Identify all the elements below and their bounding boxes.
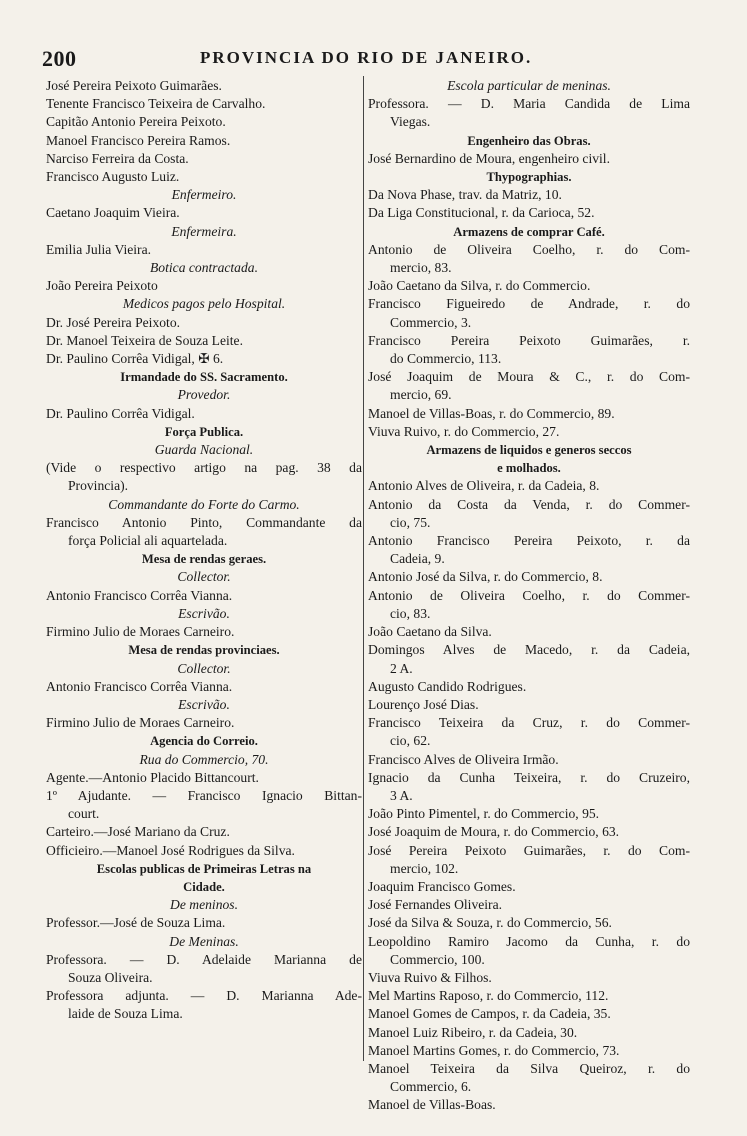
entry-continuation: laide de Souza Lima.	[68, 1006, 183, 1022]
role-heading: Provedor.	[177, 387, 231, 403]
section-heading: Mesa de rendas geraes.	[141, 552, 267, 567]
entry: Manoel de Villas-Boas, r. do Commercio, 89.	[368, 405, 615, 421]
entry: Francisco Alves de Oliveira Irmão.	[368, 751, 559, 767]
entry: 1º Ajudante. — Francisco Ignacio Bittan-	[46, 787, 362, 803]
entry: Professora. — D. Maria Candida de Lima	[368, 96, 690, 112]
role-heading: Escola particular de meninas.	[447, 78, 611, 93]
entry-continuation: do Commercio, 113.	[390, 351, 502, 367]
entry: Dr. Paulino Corrêa Vidigal, ✠ 6.	[46, 351, 224, 367]
section-heading: Mesa de rendas provinciaes.	[128, 643, 280, 658]
entry: Antonio de Oliveira Coelho, r. do Com-	[368, 241, 690, 257]
entry-continuation: mercio, 69.	[390, 387, 452, 403]
section-heading: Força Publica.	[164, 424, 244, 439]
role-heading: Enfermeira.	[171, 223, 237, 239]
entry-continuation: 3 A.	[390, 787, 413, 803]
section-heading: Armazens de comprar Café.	[453, 224, 605, 239]
entry: Officieiro.—Manoel José Rodrigues da Silva.	[46, 842, 295, 858]
entry: Leopoldino Ramiro Jacomo da Cunha, r. do	[368, 933, 690, 949]
entry: José Bernardino de Moura, engenheiro civil.	[368, 150, 610, 166]
entry: Antonio de Oliveira Coelho, r. do Commer-	[368, 587, 690, 603]
entry: Francisco Pereira Peixoto Guimarães, r.	[368, 332, 690, 348]
entry: João Caetano da Silva, r. do Commercio.	[368, 278, 591, 294]
entry: Francisco Teixeira da Cruz, r. do Commer-	[368, 715, 690, 731]
page-number: 200	[42, 46, 77, 71]
entry: Caetano Joaquim Vieira.	[46, 205, 180, 221]
entry-continuation: court.	[68, 806, 100, 822]
entry: Francisco Antonio Pinto, Commandante da	[46, 514, 362, 530]
entry: Francisco Figueiredo de Andrade, r. do	[368, 296, 690, 312]
entry: Lourenço José Dias.	[368, 696, 479, 712]
entry: Manoel Teixeira da Silva Queiroz, r. do	[368, 1060, 690, 1076]
role-heading: Escrivão.	[178, 696, 230, 712]
section-heading: Agencia do Correio.	[150, 734, 258, 749]
entry-continuation: mercio, 83.	[390, 260, 452, 276]
entry: Professora. — D. Adelaide Marianna de	[46, 951, 362, 967]
entry: Antonio Francisco Pereira Peixoto, r. da	[368, 533, 690, 549]
section-heading: Thypographias.	[486, 170, 572, 185]
entry: Manoel Luiz Ribeiro, r. da Cadeia, 30.	[368, 1024, 578, 1040]
entry: Da Nova Phase, trav. da Matriz, 10.	[368, 187, 562, 203]
entry-continuation: Viegas.	[390, 114, 431, 130]
entry-continuation: Commercio, 6.	[390, 1079, 472, 1095]
entry: João Caetano da Silva.	[368, 624, 492, 640]
role-heading: Escrivão.	[178, 605, 230, 621]
right-column	[368, 77, 690, 1115]
entry: Viuva Ruivo & Filhos.	[368, 969, 492, 985]
section-heading: Engenheiro das Obras.	[467, 133, 591, 148]
section-heading: Irmandade do SS. Sacramento.	[120, 370, 288, 385]
section-heading: Cidade.	[183, 879, 225, 894]
entry: José Pereira Peixoto Guimarães, r. do Com-	[368, 842, 690, 858]
role-heading: Commandante do Forte do Carmo.	[108, 496, 300, 512]
entry: Agente.—Antonio Placido Bittancourt.	[46, 769, 259, 785]
entry: Tenente Francisco Teixeira de Carvalho.	[46, 96, 266, 112]
role-heading: Enfermeiro.	[171, 187, 237, 203]
entry-continuation: Souza Oliveira.	[68, 969, 153, 985]
entry-continuation: Provincia).	[68, 478, 129, 494]
entry: Manoel de Villas-Boas.	[368, 1097, 496, 1113]
entry: Antonio José da Silva, r. do Commercio, 8.	[368, 569, 603, 585]
page-title: PROVINCIA DO RIO DE JANEIRO.	[200, 48, 533, 67]
entry: Joaquim Francisco Gomes.	[368, 878, 516, 894]
entry-continuation: Commercio, 3.	[390, 314, 472, 330]
role-heading: Collector.	[177, 569, 231, 585]
entry: Da Liga Constitucional, r. da Carioca, 52.	[368, 205, 595, 221]
page-header	[30, 46, 730, 70]
role-heading: De Meninas.	[169, 933, 239, 949]
role-heading: De meninos.	[170, 897, 238, 913]
entry: Manoel Francisco Pereira Ramos.	[46, 132, 231, 148]
entry: Dr. Manoel Teixeira de Souza Leite.	[46, 332, 243, 348]
role-heading: Guarda Nacional.	[154, 442, 254, 458]
entry-continuation: 2 A.	[390, 660, 413, 676]
entry-continuation: cio, 62.	[390, 733, 431, 749]
entry: Professor.—José de Souza Lima.	[46, 915, 226, 931]
entry-continuation: cio, 75.	[390, 514, 431, 530]
entry: Narciso Ferreira da Costa.	[46, 150, 189, 166]
entry: José da Silva & Souza, r. do Commercio, 56.	[368, 915, 612, 931]
role-heading: Botica contractada.	[150, 260, 258, 276]
entry: Domingos Alves de Macedo, r. da Cadeia,	[368, 642, 690, 658]
entry: Antonio da Costa da Venda, r. do Commer-	[368, 496, 690, 512]
entry: Emilia Julia Vieira.	[46, 241, 152, 257]
entry: Carteiro.—José Mariano da Cruz.	[46, 824, 230, 840]
role-heading: Rua do Commercio, 70.	[139, 751, 269, 767]
entry: Viuva Ruivo, r. do Commercio, 27.	[368, 423, 560, 439]
entry: (Vide o respectivo artigo na pag. 38 da	[46, 460, 362, 476]
entry-continuation: cio, 83.	[390, 605, 431, 621]
entry: Manoel Gomes de Campos, r. da Cadeia, 35.	[368, 1006, 611, 1022]
left-column	[46, 77, 362, 1024]
entry: Antonio Alves de Oliveira, r. da Cadeia, 8.	[368, 478, 600, 494]
entry: João Pereira Peixoto	[46, 278, 158, 294]
entry: José Joaquim de Moura, r. do Commercio, 63.	[368, 824, 620, 840]
entry: José Fernandes Oliveira.	[368, 897, 503, 913]
entry: Firmino Julio de Moraes Carneiro.	[46, 624, 235, 640]
entry: Ignacio da Cunha Teixeira, r. do Cruzeiro,	[368, 769, 690, 785]
entry-continuation: Commercio, 100.	[390, 951, 485, 967]
entry: Mel Martins Raposo, r. do Commercio, 112.	[368, 988, 609, 1004]
section-heading: Armazens de liquidos e generos seccos	[426, 443, 632, 458]
role-heading: Medicos pagos pelo Hospital.	[122, 296, 286, 312]
entry: Firmino Julio de Moraes Carneiro.	[46, 715, 235, 731]
entry: Dr. Paulino Corrêa Vidigal.	[46, 405, 195, 421]
section-heading: Escolas publicas de Primeiras Letras na	[96, 861, 312, 876]
entry: Capitão Antonio Pereira Peixoto.	[46, 114, 226, 130]
entry: Professora adjunta. — D. Marianna Ade-	[46, 988, 362, 1004]
entry: José Joaquim de Moura & C., r. do Com-	[368, 369, 690, 385]
entry: Antonio Francisco Corrêa Vianna.	[46, 587, 233, 603]
entry: José Pereira Peixoto Guimarães.	[46, 78, 222, 93]
entry-continuation: Cadeia, 9.	[390, 551, 445, 567]
entry-continuation: mercio, 102.	[390, 860, 459, 876]
role-heading: Collector.	[177, 660, 231, 676]
entry: Francisco Augusto Luiz.	[46, 169, 180, 185]
section-heading: e molhados.	[497, 461, 561, 476]
entry: João Pinto Pimentel, r. do Commercio, 95.	[368, 806, 600, 822]
entry: Antonio Francisco Corrêa Vianna.	[46, 678, 233, 694]
entry: Manoel Martins Gomes, r. do Commercio, 73.	[368, 1042, 620, 1058]
column-divider	[363, 76, 364, 1061]
entry-continuation: força Policial ali aquartelada.	[68, 533, 228, 549]
entry: Augusto Candido Rodrigues.	[368, 678, 527, 694]
entry: Dr. José Pereira Peixoto.	[46, 314, 181, 330]
